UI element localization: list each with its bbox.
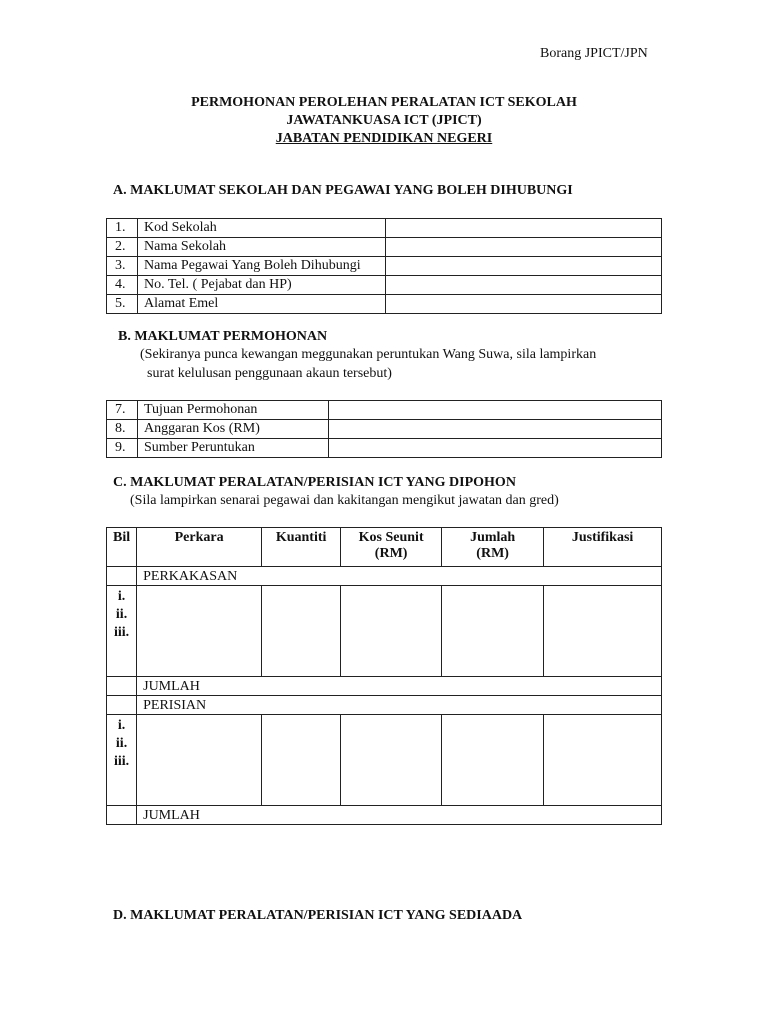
column-header-bil: Bil [107,528,137,567]
row-label: Alamat Emel [138,295,386,314]
item-rows-perisian [107,715,662,806]
row-label: Nama Pegawai Yang Boleh Dihubungi [138,257,386,276]
nama-sekolah-field[interactable] [386,238,662,257]
roman-numeral: iii. [113,754,130,769]
kos-seunit-unit: (RM) [374,546,408,561]
table-row [107,401,662,420]
row-number: 7. [107,401,138,420]
justifikasi-field[interactable] [544,715,662,806]
total-label: JUMLAH [137,677,662,696]
row-number: 4. [107,276,138,295]
roman-numeral: iii. [113,625,130,640]
kod-sekolah-field[interactable] [386,219,662,238]
empty-cell [107,677,137,696]
table-row [107,238,662,257]
alamat-emel-field[interactable] [386,295,662,314]
roman-numerals [107,715,137,806]
row-label: Nama Sekolah [138,238,386,257]
perkara-field[interactable] [137,586,262,677]
kos-seunit-label: Kos Seunit [358,530,424,545]
column-header-kos-seunit [341,528,442,567]
equipment-request-table [106,527,662,825]
jumlah-label: Jumlah [470,530,516,545]
row-label: Kod Sekolah [138,219,386,238]
row-number: 3. [107,257,138,276]
column-header-justifikasi: Justifikasi [544,528,662,567]
table-header-row [107,528,662,567]
total-row-perkakasan [107,677,662,696]
anggaran-kos-field[interactable] [329,420,662,439]
empty-cell [107,806,137,825]
section-c-note: (Sila lampirkan senarai pegawai dan kakitangan mengikut jawatan dan gred) [130,493,559,508]
nama-pegawai-field[interactable] [386,257,662,276]
empty-cell [107,696,137,715]
kos-seunit-field[interactable] [341,586,442,677]
roman-numeral: ii. [115,607,128,622]
table-row [107,295,662,314]
column-header-kuantiti: Kuantiti [262,528,341,567]
table-row [107,276,662,295]
total-row-perisian [107,806,662,825]
empty-cell [107,567,137,586]
jumlah-field[interactable] [442,586,544,677]
row-number: 2. [107,238,138,257]
roman-numerals [107,586,137,677]
application-info-table [106,400,662,458]
row-number: 8. [107,420,138,439]
group-label: PERISIAN [137,696,662,715]
group-row-perkakasan [107,567,662,586]
item-rows-perkakasan [107,586,662,677]
school-info-table [106,218,662,314]
form-title-line-3: JABATAN PENDIDIKAN NEGERI [275,131,493,146]
row-label: No. Tel. ( Pejabat dan HP) [138,276,386,295]
roman-numeral: i. [117,718,126,733]
no-tel-field[interactable] [386,276,662,295]
row-label: Tujuan Permohonan [138,401,329,420]
kuantiti-field[interactable] [262,715,341,806]
roman-numeral: ii. [115,736,128,751]
perkara-field[interactable] [137,715,262,806]
row-label: Sumber Peruntukan [138,439,329,458]
form-title-line-1: PERMOHONAN PEROLEHAN PERALATAN ICT SEKOLAH [191,95,577,110]
column-header-perkara: Perkara [137,528,262,567]
kos-seunit-field[interactable] [341,715,442,806]
group-row-perisian [107,696,662,715]
section-b-note-line-2: surat kelulusan penggunaan akaun tersebut) [147,366,392,381]
jumlah-field[interactable] [442,715,544,806]
section-c-heading: C. MAKLUMAT PERALATAN/PERISIAN ICT YANG DIPOHON [113,475,516,490]
kuantiti-field[interactable] [262,586,341,677]
section-a-heading: A. MAKLUMAT SEKOLAH DAN PEGAWAI YANG BOLEH DIHUBUNGI [113,183,573,198]
total-label: JUMLAH [137,806,662,825]
table-row [107,219,662,238]
table-row [107,420,662,439]
row-number: 1. [107,219,138,238]
section-b-note-line-1: (Sekiranya punca kewangan meggunakan peruntukan Wang Suwa, sila lampirkan [140,347,597,362]
form-code: Borang JPICT/JPN [540,46,648,61]
column-header-jumlah [442,528,544,567]
sumber-peruntukan-field[interactable] [329,439,662,458]
group-label: PERKAKASAN [137,567,662,586]
table-row [107,439,662,458]
tujuan-permohonan-field[interactable] [329,401,662,420]
form-title-line-2: JAWATANKUASA ICT (JPICT) [286,113,482,128]
table-row [107,257,662,276]
jumlah-unit: (RM) [476,546,509,561]
row-number: 5. [107,295,138,314]
row-number: 9. [107,439,138,458]
roman-numeral: i. [117,589,126,604]
row-label: Anggaran Kos (RM) [138,420,329,439]
section-b-heading: B. MAKLUMAT PERMOHONAN [118,329,328,344]
justifikasi-field[interactable] [544,586,662,677]
section-d-heading: D. MAKLUMAT PERALATAN/PERISIAN ICT YANG SEDIAADA [113,908,523,923]
